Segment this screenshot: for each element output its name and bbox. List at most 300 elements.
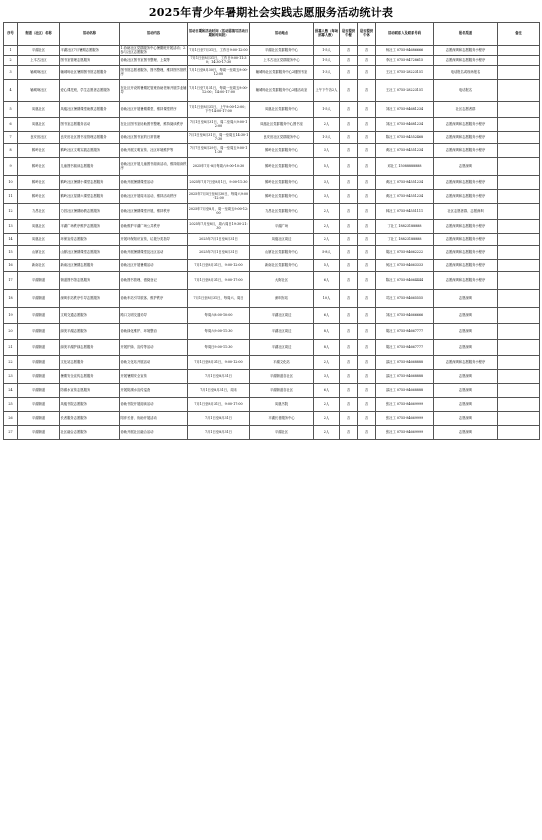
table-row: [4, 80, 540, 102]
table-cell: 9: [4, 158, 18, 176]
header-cell: 是否提供午餐: [340, 23, 358, 46]
table-cell: 开展护绿、宣传等活动: [120, 340, 188, 356]
header-cell: 是否提供午休: [358, 23, 376, 46]
table-cell: 大街社区: [250, 272, 314, 290]
table-cell: 1-3人: [314, 132, 340, 144]
table-cell: 否: [358, 102, 376, 118]
table-cell: 平湖街道: [18, 308, 60, 324]
table-cell: 山厦社区暑期课堂志愿服务: [60, 246, 120, 260]
table-cell: 爱心课托班，学生志愿者志愿服务: [60, 80, 120, 102]
table-cell: 协助开展暑期课堂及社区活动: [120, 246, 188, 260]
table-cell: 开展防溺水宣传巡查: [120, 384, 188, 398]
table-cell: 否: [358, 190, 376, 204]
table-row: [4, 370, 540, 384]
table-cell: 5人: [314, 158, 340, 176]
table-cell: 否: [340, 426, 358, 440]
table-cell: 力昌社区: [18, 204, 60, 220]
table-cell: 暑期安全宣传志愿服务: [60, 370, 120, 384]
table-cell: 邵社工 0755-84668888: [376, 370, 434, 384]
header-cell: 活动地点: [250, 23, 314, 46]
table-cell: 志愿深圳和志愿服务小程序: [434, 234, 498, 246]
table-cell: 12: [4, 204, 18, 220]
table-cell: 林社工 0755-84551111: [376, 204, 434, 220]
table-cell: 否: [340, 204, 358, 220]
table-cell: 否: [340, 56, 358, 66]
table-cell: 2人: [314, 118, 340, 132]
table-row: [4, 102, 540, 118]
table-cell: 6: [4, 118, 18, 132]
table-cell: 协助社区图书室图书整理、上架等: [120, 56, 188, 66]
table-cell: 鹤岭社区暑期小课堂志愿服务: [60, 176, 120, 190]
table-cell: 7月1日至8月31日: [188, 412, 250, 426]
table-cell: 力昌社区党群服务中心: [250, 204, 314, 220]
table-cell: 否: [340, 132, 358, 144]
table-cell: 10: [4, 176, 18, 190]
table-cell: 平湖社区: [18, 46, 60, 56]
table-cell: 21: [4, 340, 18, 356]
table-cell: 平湖街道: [18, 384, 60, 398]
table-cell: 7月1日至8月31日: [188, 370, 250, 384]
table-cell: 否: [358, 220, 376, 234]
table-cell: 7月1日至8月31日，9:00-12:00: [188, 356, 250, 370]
table-row: [4, 66, 540, 80]
table-cell: 张社工 0755-84669999: [376, 426, 434, 440]
table-cell: 凤凰社区周边: [250, 234, 314, 246]
table-cell: 鹤岭社区党群服务中心: [250, 176, 314, 190]
table-cell: 陈社工 0755-84664444: [376, 272, 434, 290]
table-cell: 否: [358, 384, 376, 398]
table-cell: 19: [4, 308, 18, 324]
table-cell: 绿美平湖护绿志愿服务: [60, 340, 120, 356]
table-cell: 7月1日至8月31日: [188, 426, 250, 440]
table-cell: 1-3人: [314, 66, 340, 80]
table-cell: [498, 260, 540, 272]
table-cell: [498, 384, 540, 398]
table-cell: 凤凰社区党群服务中心图书室: [250, 118, 314, 132]
header-cell: 备注: [498, 23, 540, 46]
table-cell: 鹤岭社区文明实践志愿服务: [60, 144, 120, 158]
table-cell: 上木古社区党群服务中心: [250, 56, 314, 66]
table-cell: 2025年7月-8月每周六9:00-10:30: [188, 158, 250, 176]
table-row: [4, 398, 540, 412]
table-cell: 环保宣传志愿服务: [60, 234, 120, 246]
table-cell: 6人: [314, 272, 340, 290]
table-cell: 协助社区开展暑期活动: [120, 260, 188, 272]
table-cell: 2人: [314, 356, 340, 370]
table-cell: 司社工 0755-84665555: [376, 290, 434, 308]
table-cell: 志愿深圳和志愿服务小程序: [434, 260, 498, 272]
table-cell: 张社工 0755-84669999: [376, 412, 434, 426]
table-row: [4, 426, 540, 440]
table-row: [4, 234, 540, 246]
table-row: [4, 56, 540, 66]
table-cell: 2025年7月5日至8月30日，每周六9:00-12:00: [188, 190, 250, 204]
table-cell: [498, 370, 540, 384]
table-cell: 凤凰社区: [18, 102, 60, 118]
table-cell: 平湖街道: [18, 272, 60, 290]
table-cell: 7月1日至8月31日，9:00-17:00: [188, 272, 250, 290]
table-cell: 协助车站引导旅客、维护秩序: [120, 290, 188, 308]
table-cell: 平湖街道: [18, 398, 60, 412]
table-cell: 6人: [314, 308, 340, 324]
table-cell: 平湖广场秩序维护志愿服务: [60, 220, 120, 234]
table-cell: 2025年7月7日至8月1日，9:00-11:30: [188, 176, 250, 190]
table-cell: 刘社工 0755-84681234: [376, 118, 434, 132]
table-cell: 否: [340, 340, 358, 356]
table-cell: 7: [4, 132, 18, 144]
table-cell: 凤凰社区: [18, 118, 60, 132]
table-row: [4, 340, 540, 356]
table-cell: 鹤岭社区党群服务中心: [250, 190, 314, 204]
table-cell: 凤凰书院: [250, 398, 314, 412]
table-cell: 鹤岭社区星期六课堂志愿服务: [60, 190, 120, 204]
table-cell: 平湖街道: [18, 412, 60, 426]
table-cell: 志愿深圳和志愿服务小程序: [434, 220, 498, 234]
table-cell: 26: [4, 412, 18, 426]
table-cell: 志愿深圳和志愿服务小程序: [434, 132, 498, 144]
table-cell: 7月1日至8月31日，9:00-17:00: [188, 398, 250, 412]
table-cell: 志愿深圳和志愿服务小程序: [434, 190, 498, 204]
table-row: [4, 220, 540, 234]
table-cell: 刘社工 0755-84666666: [376, 308, 434, 324]
table-row: [4, 324, 540, 340]
table-cell: 5人: [314, 260, 340, 272]
table-cell: 2025年7月至8月，周六周日19:30-21:30: [188, 220, 250, 234]
table-cell: 否: [340, 220, 358, 234]
header-cell: 活动名称: [60, 23, 120, 46]
table-cell: 否: [340, 324, 358, 340]
table-cell: 志愿深圳和志愿服务小程序: [434, 118, 498, 132]
table-cell: 2人: [314, 220, 340, 234]
table-cell: 防溺水宣传志愿服务: [60, 384, 120, 398]
table-cell: 否: [358, 412, 376, 426]
table-cell: 开展环保知识宣传，垃圾分类指导: [120, 234, 188, 246]
document-title: 2025年青少年暑期社会实践志愿服务活动统计表: [148, 6, 394, 19]
table-cell: 邓社工 15088888888: [376, 158, 434, 176]
table-cell: 否: [358, 80, 376, 102]
table-row: [4, 290, 540, 308]
table-cell: 黄社工 0755-84551234: [376, 144, 434, 158]
table-cell: 协助绿化维护、环境整治: [120, 324, 188, 340]
table-cell: 协助社区开展周末活动，维持活动秩序: [120, 190, 188, 204]
table-cell: 社区融合志愿服务: [60, 426, 120, 440]
table-cell: 平湖街道: [18, 290, 60, 308]
table-cell: 协助开展社区融合活动: [120, 426, 188, 440]
table-cell: 23: [4, 370, 18, 384]
table-cell: 否: [340, 144, 358, 158]
table-cell: 辅城坳社区党群服务中心2楼活动室: [250, 80, 314, 102]
table-cell: 7月1日至8月31日，上午9:00-12:00；下午14:00-17:00: [188, 102, 250, 118]
table-cell: 志愿深圳和志愿服务小程序: [434, 144, 498, 158]
table-row: [4, 132, 540, 144]
table-cell: 志愿深圳: [434, 426, 498, 440]
table-cell: 1: [4, 46, 18, 56]
table-row: [4, 246, 540, 260]
table-cell: 平湖社区周边: [250, 340, 314, 356]
table-cell: 鹤岭社区: [18, 190, 60, 204]
table-cell: 7月1日至8月31日，工作日9:00-11:30；14:30-17:30: [188, 56, 250, 66]
table-cell: 6人: [314, 384, 340, 398]
table-cell: 平湖街道: [18, 356, 60, 370]
header-cell: 报名渠道: [434, 23, 498, 46]
table-cell: 3: [4, 66, 18, 80]
table-cell: 否: [358, 46, 376, 56]
table-cell: 7月1日至8月30日，每周一至周五9:00-12:00: [188, 66, 250, 80]
table-cell: 7月1日至8月31日，9:00-12:00: [188, 260, 250, 272]
table-row: [4, 46, 540, 56]
table-cell: 图书室志愿服务活动: [60, 118, 120, 132]
table-cell: 22: [4, 356, 18, 370]
table-cell: 3人: [314, 144, 340, 158]
table-cell: 凤凰社区党群服务中心: [250, 102, 314, 118]
table-cell: 18: [4, 290, 18, 308]
table-cell: 否: [340, 356, 358, 370]
table-cell: 3人: [314, 370, 340, 384]
table-cell: 街道图书馆志愿服务: [60, 272, 120, 290]
table-cell: 否: [340, 190, 358, 204]
table-cell: 力昌社区暑期助教志愿服务: [60, 204, 120, 220]
table-cell: 否: [340, 80, 358, 102]
table-cell: 协助社区图书室的日常管理: [120, 132, 188, 144]
table-row: [4, 190, 540, 204]
table-cell: 协助社区暑期课堂开展，维持秩序: [120, 204, 188, 220]
table-cell: 否: [358, 246, 376, 260]
table-cell: 开展暑期安全宣传: [120, 370, 188, 384]
table-cell: 2025年7月至8月，周一至周五9:00-12:00: [188, 204, 250, 220]
table-cell: 否: [340, 66, 358, 80]
table-cell: 文化站志愿服务: [60, 356, 120, 370]
table-cell: 3人: [314, 190, 340, 204]
table-cell: 否: [340, 370, 358, 384]
table-cell: 胡社工 0755-84662222: [376, 246, 434, 260]
table-cell: 刘社工 0755-84681234: [376, 102, 434, 118]
table-cell: 张社工 0755-84669999: [376, 398, 434, 412]
table-header-row: [4, 23, 540, 46]
table-cell: 凤凰社区: [18, 220, 60, 234]
table-cell: 1.协助社区党群服务中心暑期班开展活动；2.参与社区志愿服务: [120, 45, 187, 54]
table-cell: 上木古社区: [18, 56, 60, 66]
table-cell: 王社工 0755-28223151: [376, 80, 434, 102]
table-cell: 绿美平湖志愿服务: [60, 324, 120, 340]
table-cell: 24: [4, 384, 18, 398]
table-cell: 否: [340, 102, 358, 118]
table-cell: 李社工 0755-84728615: [376, 56, 434, 66]
table-cell: 志愿深圳和志愿服务小程序: [434, 246, 498, 260]
header-cell: 招募人数（每场招募人数）: [314, 23, 340, 46]
table-cell: [498, 158, 540, 176]
table-cell: 王社工 0755-28223151: [376, 66, 434, 80]
table-cell: 凤凰书院志愿服务: [60, 398, 120, 412]
table-cell: 在社区开设的暑期托管班协助老师开展学业辅导: [120, 80, 188, 102]
table-cell: 7月1日至8月31日，周末: [188, 384, 250, 398]
table-cell: 辅城坳社区党群服务中心2楼图书室: [250, 66, 314, 80]
table-cell: 1-5人: [314, 46, 340, 56]
table-cell: 平湖街道: [18, 340, 60, 356]
table-cell: 5-8人: [314, 246, 340, 260]
table-cell: 社区志愿者群、志愿深圳: [434, 204, 498, 220]
table-cell: 否: [340, 260, 358, 272]
table-cell: 志愿深圳: [434, 370, 498, 384]
table-cell: 2人: [314, 204, 340, 220]
table-cell: 陪伴长者、协助开展活动: [120, 412, 188, 426]
table-cell: 志愿深圳: [434, 158, 498, 176]
table-cell: 凤凰社区暑期课堂助教志愿服务: [60, 102, 120, 118]
table-cell: 平湖社区7月暑期志愿服务: [60, 46, 120, 56]
table-cell: 否: [358, 204, 376, 220]
table-cell: [498, 290, 540, 308]
table-row: [4, 118, 540, 132]
table-cell: 鹤岭社区党群服务中心: [250, 158, 314, 176]
table-cell: [498, 56, 540, 66]
table-cell: 7月1日至7月31日，工作日9:00-12:00: [188, 46, 250, 56]
table-cell: [498, 132, 540, 144]
table-cell: 25: [4, 398, 18, 412]
table-cell: 良安田社区图书室管理志愿服务: [60, 132, 120, 144]
table-cell: 上午下午各2人: [314, 80, 340, 102]
table-cell: [498, 398, 540, 412]
table-cell: 否: [358, 290, 376, 308]
table-cell: 否: [358, 426, 376, 440]
table-cell: 平湖广场: [250, 220, 314, 234]
table-cell: 良安田社区: [18, 132, 60, 144]
table-cell: 辅城坳社区: [18, 66, 60, 80]
table-cell: 协助维护平湖广场公共秩序: [120, 220, 188, 234]
table-cell: 协助图书管理、借阅登记: [120, 272, 188, 290]
table-cell: 否: [340, 246, 358, 260]
table-cell: 平湖街道: [18, 426, 60, 440]
table-cell: 深圳东站秩序引导志愿服务: [60, 290, 120, 308]
table-cell: 平湖街道各社区: [250, 370, 314, 384]
table-cell: 何社工 0755-84663333: [376, 260, 434, 272]
table-cell: 黄社工 0755-84551234: [376, 176, 434, 190]
table-cell: 新南社区党群服务中心: [250, 260, 314, 272]
table-cell: 平湖社区: [250, 426, 314, 440]
table-cell: 2人: [314, 234, 340, 246]
table-row: [4, 308, 540, 324]
header-cell: 活动内容: [120, 23, 188, 46]
table-cell: 电话报名或现场报名: [434, 66, 498, 80]
table-cell: 1-5人: [314, 56, 340, 66]
table-cell: 辅城坳社区暑期图书馆志愿服务: [60, 66, 120, 80]
table-cell: 否: [358, 66, 376, 80]
table-cell: 图书室管理志愿服务: [60, 56, 120, 66]
table-cell: 否: [358, 158, 376, 176]
table-cell: [498, 190, 540, 204]
table-row: [4, 260, 540, 272]
table-row: [4, 204, 540, 220]
table-cell: 鹤岭社区: [18, 158, 60, 176]
table-cell: [498, 340, 540, 356]
table-cell: 杨社工 0755-84686666: [376, 46, 434, 56]
table-cell: 平湖街道: [18, 324, 60, 340]
table-cell: 否: [358, 398, 376, 412]
table-cell: 协助社区开展暑期课堂，维持课堂秩序: [120, 102, 188, 118]
table-cell: 志愿深圳和志愿服务小程序: [434, 356, 498, 370]
table-cell: 新南社区暑期志愿服务: [60, 260, 120, 272]
table-cell: 4: [4, 80, 18, 102]
table-cell: 志愿深圳: [434, 412, 498, 426]
table-cell: 否: [358, 356, 376, 370]
table-cell: 否: [340, 176, 358, 190]
table-cell: 11: [4, 190, 18, 204]
table-cell: 协助文化站开展活动: [120, 356, 188, 370]
table-cell: 27: [4, 426, 18, 440]
table-cell: [498, 220, 540, 234]
table-cell: 志愿深圳: [434, 398, 498, 412]
table-cell: 路口文明交通劝导: [120, 308, 188, 324]
table-cell: 鹤岭社区: [18, 176, 60, 190]
table-cell: [498, 46, 540, 56]
table-cell: 1-5人: [314, 102, 340, 118]
table-cell: [498, 272, 540, 290]
table-cell: 否: [358, 370, 376, 384]
table-cell: 14: [4, 234, 18, 246]
table-cell: 志愿深圳和志愿服务小程序: [434, 46, 498, 56]
table-cell: 否: [340, 46, 358, 56]
table-cell: [498, 102, 540, 118]
table-cell: 8: [4, 144, 18, 158]
table-row: [4, 356, 540, 370]
table-cell: 邵社工 0755-84668888: [376, 384, 434, 398]
table-cell: 2: [4, 56, 18, 66]
table-cell: 辅城坳社区: [18, 80, 60, 102]
header-cell: 活动联系人及联系号码: [376, 23, 434, 46]
table-cell: 10人: [314, 290, 340, 308]
table-cell: 否: [340, 118, 358, 132]
table-cell: 否: [358, 132, 376, 144]
table-row: [4, 384, 540, 398]
table-cell: [498, 426, 540, 440]
table-cell: 否: [340, 290, 358, 308]
table-cell: 儿童图书阅读志愿服务: [60, 158, 120, 176]
table-cell: 志愿深圳: [434, 324, 498, 340]
table-cell: 7月1日至8月31日，周二至周六9:00-12:00: [188, 118, 250, 132]
table-cell: 平湖街道: [18, 370, 60, 384]
table-cell: 否: [358, 176, 376, 190]
table-cell: 每周六8:00-10:00: [188, 308, 250, 324]
table-cell: 否: [358, 56, 376, 66]
table-cell: 志愿深圳: [434, 308, 498, 324]
table-cell: 5: [4, 102, 18, 118]
table-cell: 丁社工 18823188888: [376, 220, 434, 234]
table-row: [4, 272, 540, 290]
table-cell: 否: [358, 272, 376, 290]
table-cell: 平湖长者服务中心: [250, 412, 314, 426]
table-cell: 志愿深圳和志愿服务小程序: [434, 56, 498, 66]
table-cell: 7月1日至8月31日，每周六、周日: [188, 290, 250, 308]
table-cell: 否: [358, 118, 376, 132]
table-cell: 协助开展暑期课堂活动: [120, 176, 188, 190]
table-cell: 平湖社区周边: [250, 324, 314, 340]
table-cell: 2人: [314, 426, 340, 440]
table-cell: [498, 144, 540, 158]
table-cell: 在社区图书室协助图书整理，维持阅读秩序: [120, 118, 188, 132]
table-cell: [498, 412, 540, 426]
table-cell: 协助开展文明宣传、社区环境维护等: [120, 144, 188, 158]
table-body: [4, 46, 540, 440]
table-cell: 16: [4, 260, 18, 272]
table-cell: 黄社工 0755-84551234: [376, 190, 434, 204]
table-cell: 13: [4, 220, 18, 234]
table-cell: 否: [340, 384, 358, 398]
table-cell: 每周日9:00-11:30: [188, 340, 250, 356]
table-cell: 否: [358, 234, 376, 246]
table-cell: 2025年7月1日至8月31日: [188, 234, 250, 246]
table-cell: 志愿深圳和志愿服务小程序: [434, 272, 498, 290]
table-cell: 鹤岭社区党群服务中心: [250, 144, 314, 158]
table-cell: 新南社区: [18, 260, 60, 272]
table-cell: [498, 356, 540, 370]
